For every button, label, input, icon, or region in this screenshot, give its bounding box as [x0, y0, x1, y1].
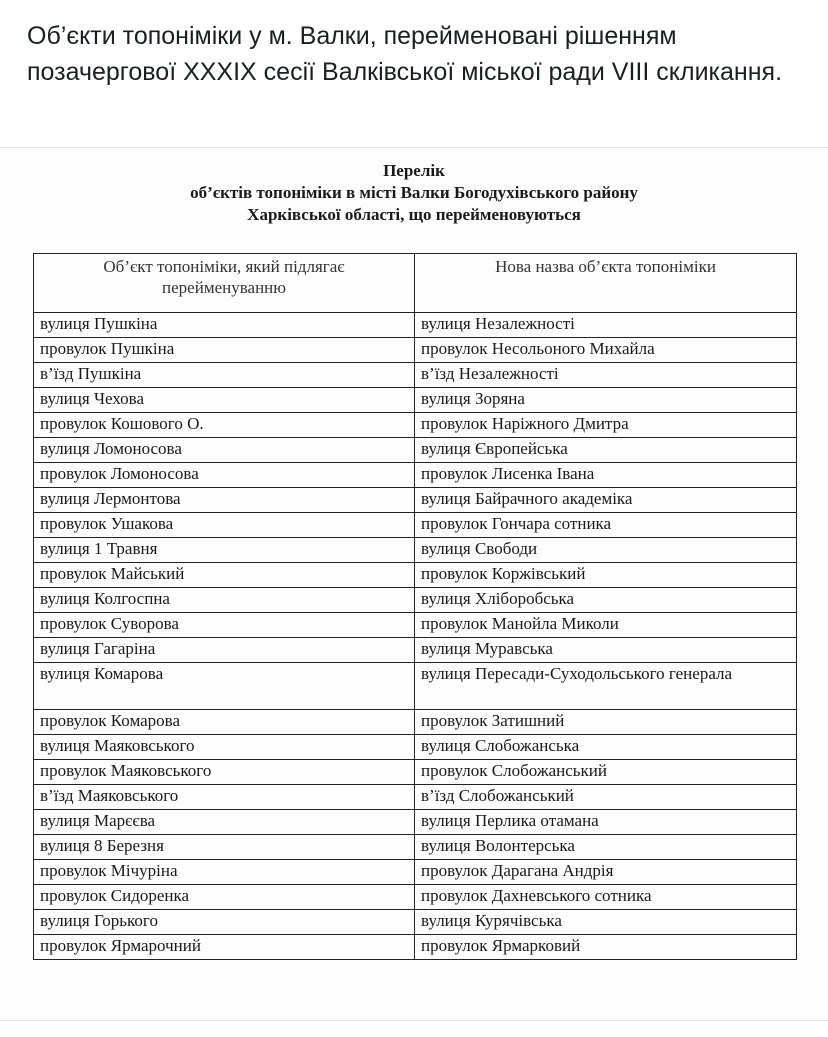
new-name-cell: вулиця Курячівська: [415, 910, 797, 935]
table-row: [34, 785, 797, 810]
new-name-cell: вулиця Волонтерська: [415, 835, 797, 860]
table-row: [34, 588, 797, 613]
table-row: [34, 338, 797, 363]
table-row: [34, 538, 797, 563]
old-name-cell: провулок Ушакова: [34, 513, 415, 538]
new-name-cell: провулок Наріжного Дмитра: [415, 413, 797, 438]
divider-bottom: [0, 1020, 828, 1021]
renaming-table: [33, 253, 797, 960]
new-name-cell: провулок Манойла Миколи: [415, 613, 797, 638]
heading-line-3: Харківської області, що перейменовуються: [247, 205, 581, 224]
old-name-cell: вулиця 1 Травня: [34, 538, 415, 563]
table-row: [34, 438, 797, 463]
old-name-cell: провулок Пушкіна: [34, 338, 415, 363]
new-name-cell: провулок Коржівський: [415, 563, 797, 588]
new-name-cell: в’їзд Незалежності: [415, 363, 797, 388]
new-name-cell: провулок Лисенка Івана: [415, 463, 797, 488]
table-row: [34, 910, 797, 935]
table-row: [34, 388, 797, 413]
new-name-cell: провулок Затишний: [415, 710, 797, 735]
table-header-row: [34, 254, 797, 313]
old-name-cell: провулок Мічуріна: [34, 860, 415, 885]
new-name-cell: провулок Слобожанський: [415, 760, 797, 785]
new-name-cell: провулок Несольоного Михайла: [415, 338, 797, 363]
table-row: [34, 488, 797, 513]
new-name-cell: вулиця Європейська: [415, 438, 797, 463]
old-name-cell: провулок Ярмарочний: [34, 935, 415, 960]
table-row: [34, 463, 797, 488]
table-row: [34, 363, 797, 388]
old-name-cell: вулиця Марєєва: [34, 810, 415, 835]
old-name-cell: вулиця Ломоносова: [34, 438, 415, 463]
old-name-cell: провулок Маяковського: [34, 760, 415, 785]
old-name-cell: провулок Комарова: [34, 710, 415, 735]
table-row: [34, 413, 797, 438]
table-row: [34, 885, 797, 910]
old-name-cell: вулиця Горького: [34, 910, 415, 935]
old-name-cell: вулиця Колгоспна: [34, 588, 415, 613]
new-name-cell: вулиця Перлика отамана: [415, 810, 797, 835]
new-name-cell: вулиця Байрачного академіка: [415, 488, 797, 513]
new-name-cell: вулиця Слобожанська: [415, 735, 797, 760]
table-row: [34, 513, 797, 538]
new-name-cell: вулиця Хліборобська: [415, 588, 797, 613]
old-name-cell: вулиця Гагаріна: [34, 638, 415, 663]
table-row: [34, 638, 797, 663]
old-name-cell: вулиця 8 Березня: [34, 835, 415, 860]
table-row: [34, 860, 797, 885]
old-name-cell: провулок Сидоренка: [34, 885, 415, 910]
new-name-cell: вулиця Незалежності: [415, 313, 797, 338]
old-name-cell: вулиця Маяковського: [34, 735, 415, 760]
old-name-cell: провулок Кошового О.: [34, 413, 415, 438]
document-heading: [0, 160, 828, 226]
header-old-name: Об’єкт топоніміки, який підлягає перейменуванню: [34, 254, 415, 313]
heading-line-1: Перелік: [383, 161, 445, 180]
new-name-cell: вулиця Свободи: [415, 538, 797, 563]
old-name-cell: вулиця Лермонтова: [34, 488, 415, 513]
old-name-cell: в’їзд Пушкіна: [34, 363, 415, 388]
header-new-name: Нова назва об’єкта топоніміки: [415, 254, 797, 313]
old-name-cell: вулиця Пушкіна: [34, 313, 415, 338]
table-row: [34, 760, 797, 785]
table-row: [34, 563, 797, 588]
table-row: [34, 613, 797, 638]
table-row: [34, 810, 797, 835]
old-name-cell: провулок Суворова: [34, 613, 415, 638]
new-name-cell: провулок Гончара сотника: [415, 513, 797, 538]
old-name-cell: вулиця Комарова: [34, 663, 415, 710]
new-name-cell: вулиця Зоряна: [415, 388, 797, 413]
new-name-cell: провулок Дахневського сотника: [415, 885, 797, 910]
table-row: [34, 663, 797, 710]
old-name-cell: в’їзд Маяковського: [34, 785, 415, 810]
table-row: [34, 835, 797, 860]
new-name-cell: провулок Ярмарковий: [415, 935, 797, 960]
old-name-cell: вулиця Чехова: [34, 388, 415, 413]
table-row: [34, 710, 797, 735]
table-row: [34, 313, 797, 338]
new-name-cell: провулок Дарагана Андрія: [415, 860, 797, 885]
table-row: [34, 935, 797, 960]
heading-line-2: об’єктів топоніміки в місті Валки Богодухівського району: [190, 183, 638, 202]
old-name-cell: провулок Майський: [34, 563, 415, 588]
old-name-cell: провулок Ломоносова: [34, 463, 415, 488]
post-caption: Об’єкти топоніміки у м. Валки, перейменовані рішенням позачергової XXXIX сесії Валківської міської ради VIII скликання.: [27, 22, 783, 86]
table-row: [34, 735, 797, 760]
new-name-cell: вулиця Пересади-Суходольського генерала: [415, 663, 797, 710]
document-image[interactable]: [0, 148, 828, 1020]
new-name-cell: вулиця Муравська: [415, 638, 797, 663]
new-name-cell: в’їзд Слобожанський: [415, 785, 797, 810]
